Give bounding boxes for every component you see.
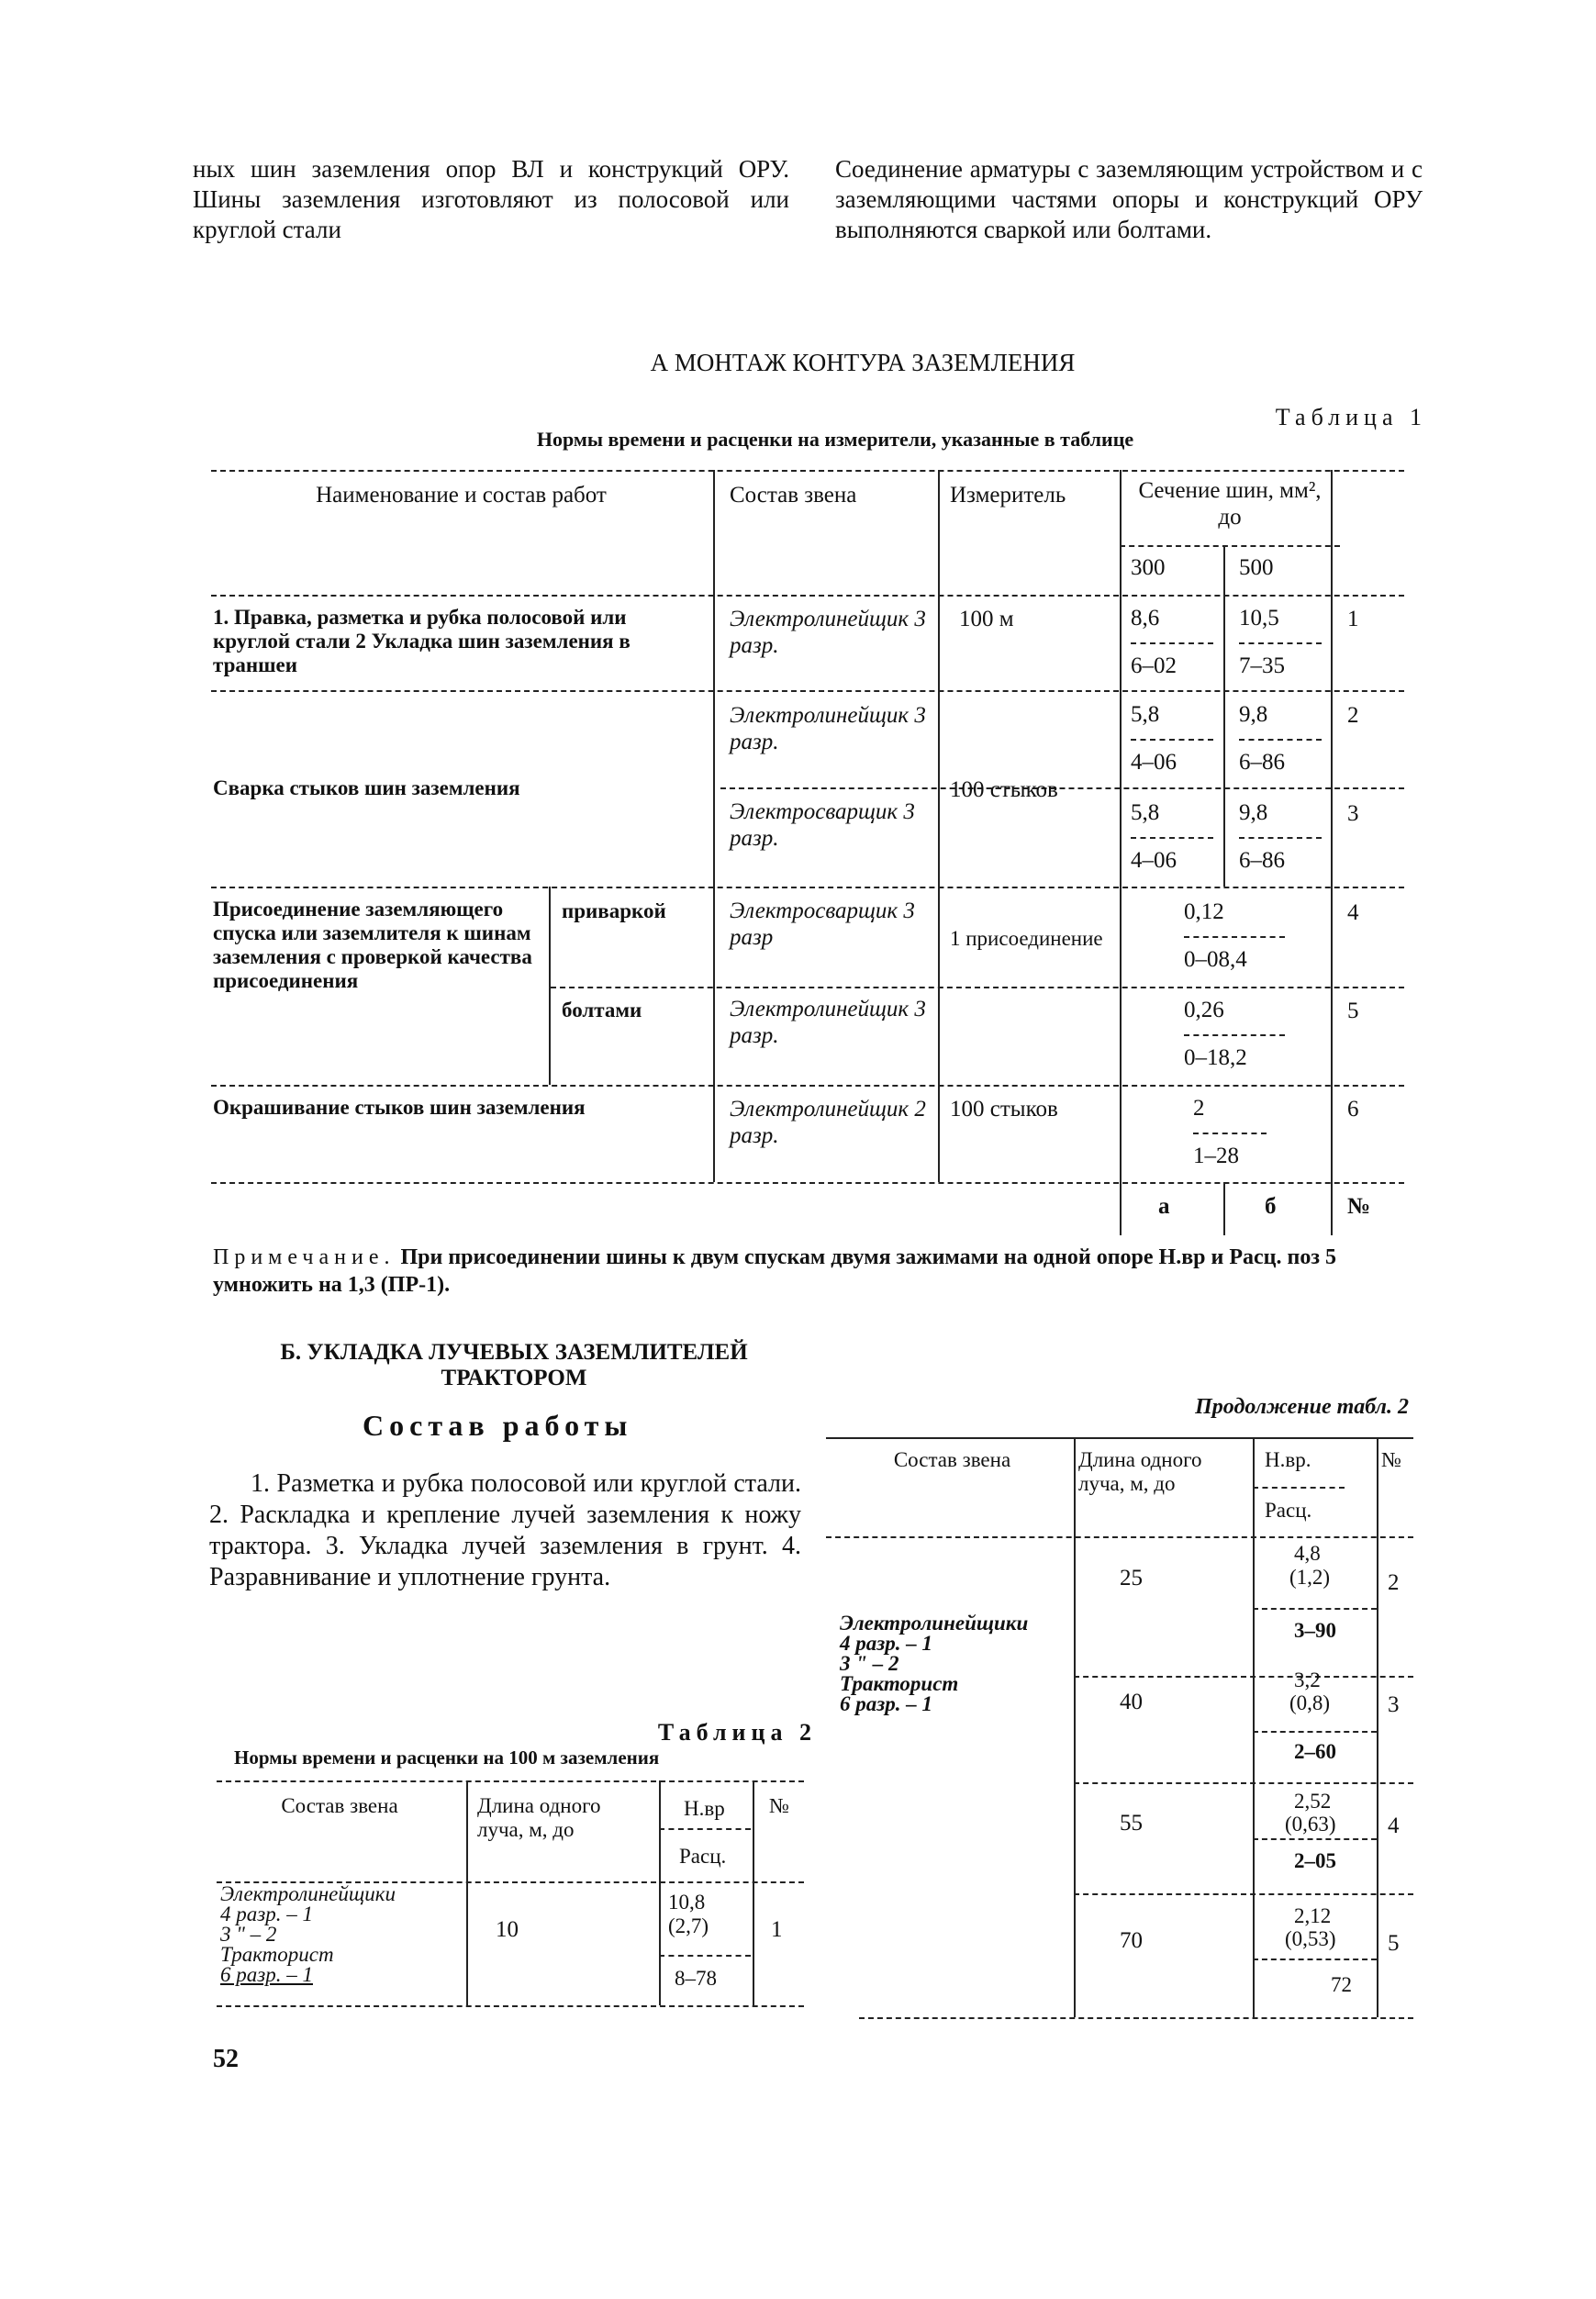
section-b-title-line2: ТРАКТОРОМ — [441, 1366, 587, 1390]
t1-row1-300-norm: 8,6 — [1131, 606, 1160, 631]
t1-row1-crew: Электролинейщик 3 разр. — [730, 607, 926, 658]
t2c-header-rasc: Расц. — [1265, 1499, 1312, 1522]
t2-row1-hvr: 10,8 — [668, 1891, 706, 1914]
t2c-row3-length: 40 — [1120, 1690, 1143, 1714]
t1-row3-500 — [1239, 800, 1322, 874]
section-a-title: А МОНТАЖ КОНТУРА ЗАЗЕМЛЕНИЯ — [650, 349, 1076, 376]
intro-left-text: ных шин заземления опор ВЛ и конструкций ОРУ. Шины заземления изготовляют из полосовой или круглой стали — [193, 155, 789, 243]
t2c-row5-rasc: 72 — [1331, 1973, 1352, 1996]
t1-header-crew: Состав звена — [730, 483, 857, 508]
t2-header-crew: Состав звена — [281, 1794, 398, 1817]
t2c-row4-no: 4 — [1388, 1814, 1400, 1838]
t2c-header-no: № — [1381, 1448, 1401, 1471]
t1-row2-unit: 100 стыков — [950, 777, 1058, 802]
t1-row4-unit: 1 присоединение — [950, 927, 1103, 950]
t1-footer-a: а — [1158, 1194, 1170, 1219]
t1-row5-crew: Электролинейщик 3 разр. — [730, 997, 926, 1048]
work-composition-heading: Состав работы — [363, 1409, 633, 1442]
t1-row2-500 — [1239, 702, 1322, 776]
t1-row2-crew: Электролинейщик 3 разр. — [730, 703, 926, 754]
t1-header-500: 500 — [1239, 555, 1274, 580]
t1-row1-no: 1 — [1347, 607, 1359, 631]
t1-header-300: 300 — [1131, 555, 1166, 580]
t2c-row2-no: 2 — [1388, 1570, 1400, 1595]
t2-crew-line4: Тракторист — [220, 1943, 334, 1966]
t2-crew — [220, 1884, 463, 1985]
t1-row3-500-norm: 9,8 — [1239, 800, 1268, 825]
t1-row3-300-norm: 5,8 — [1131, 800, 1160, 825]
t2-crew-line1: Электролинейщики — [220, 1882, 396, 1905]
t2c-crew-line3: 3 " – 2 — [840, 1652, 899, 1675]
t2-crew-line3: 3 " – 2 — [220, 1923, 277, 1946]
t1-row5-no: 5 — [1347, 999, 1359, 1023]
t1-row1-unit: 100 м — [959, 607, 1014, 631]
t1-row6-norm: 2 — [1193, 1096, 1205, 1121]
t1-row1-300 — [1131, 606, 1213, 679]
t1-row4-rate: 0–08,4 — [1184, 936, 1285, 973]
t1-row1-work: 1. Правка, разметка и рубка полосовой или круглой стали 2 Укладка шин заземления в траншеи — [213, 606, 631, 676]
t1-row1-500-rate: 7–35 — [1239, 642, 1322, 679]
t1-row4-norm: 0,12 — [1184, 899, 1224, 924]
t2c-row3-hvr: 3,2 — [1294, 1668, 1321, 1691]
t2c-row2-length: 25 — [1120, 1566, 1143, 1590]
table1-caption: Нормы времени и расценки на измерители, указанные в таблице — [536, 428, 1134, 451]
t2-header-length: Длина одного луча, м, до — [477, 1794, 601, 1841]
t1-row3-300-rate: 4–06 — [1131, 837, 1213, 874]
t2c-header-length: Длина одного луча, м, до — [1078, 1448, 1202, 1495]
t1-row4-crew: Электросварщик 3 разр — [730, 898, 915, 950]
table1-note — [213, 1244, 1415, 1299]
t2c-row3-rasc: 2–60 — [1294, 1740, 1336, 1763]
t2-row1-length: 10 — [496, 1917, 519, 1942]
t2-row1-hvr2: (2,7) — [668, 1914, 709, 1937]
table2-label: Таблица 2 — [657, 1719, 817, 1746]
t1-header-unit: Измеритель — [950, 483, 1066, 508]
t1-footer-b: б — [1265, 1194, 1277, 1219]
t2c-header-crew: Состав звена — [893, 1448, 1011, 1471]
intro-right-text: Соединение арматуры с заземляющим устройством и с заземляющими частями опоры и конструкций ОРУ выполняются сваркой или болтами. — [835, 155, 1423, 243]
t1-row6-no: 6 — [1347, 1097, 1359, 1122]
t1-row2-300-norm: 5,8 — [1131, 702, 1160, 727]
t2-row1-rasc: 8–78 — [675, 1967, 717, 1990]
t2c-row3-no: 3 — [1388, 1692, 1400, 1717]
t1-row1-500 — [1239, 606, 1322, 679]
t1-row2-500-norm: 9,8 — [1239, 702, 1268, 727]
t2c-row4-hvr2: (0,63) — [1285, 1813, 1336, 1836]
table2-caption: Нормы времени и расценки на 100 м заземления — [234, 1747, 660, 1769]
t1-row4-method: приваркой — [562, 899, 666, 922]
t2-crew-line2: 4 разр. – 1 — [220, 1903, 313, 1925]
t2c-crew-line1: Электролинейщики — [840, 1612, 1029, 1635]
t1-row6-unit: 100 стыков — [950, 1097, 1058, 1122]
t1-row3-crew: Электросварщик 3 разр. — [730, 799, 915, 851]
t1-row1-300-rate: 6–02 — [1131, 642, 1213, 679]
t1-row6-value — [1193, 1096, 1267, 1169]
t1-header-work: Наименование и состав работ — [316, 483, 607, 508]
t1-row5-rate: 0–18,2 — [1184, 1034, 1285, 1071]
t2c-row4-hvr: 2,52 — [1294, 1790, 1332, 1813]
t2c-row4-rasc: 2–05 — [1294, 1849, 1336, 1872]
t2-header-rasc: Расц. — [679, 1845, 727, 1868]
t2-header-no: № — [769, 1794, 789, 1817]
t1-header-section: Сечение шин, мм², до — [1138, 478, 1322, 530]
t1-row5-method: болтами — [562, 999, 642, 1021]
t2c-crew-line4: Тракторист — [840, 1672, 959, 1695]
note-label: Примечание. — [213, 1245, 396, 1269]
t1-row2-300 — [1131, 702, 1213, 776]
t2c-crew-line2: 4 разр. – 1 — [840, 1632, 932, 1655]
t1-row6-work: Окрашивание стыков шин заземления — [213, 1096, 586, 1119]
t1-row1-500-norm: 10,5 — [1239, 606, 1279, 631]
t2c-crew — [840, 1613, 1069, 1714]
t1-row4-value — [1184, 899, 1285, 973]
t2c-row3-hvr2: (0,8) — [1289, 1691, 1331, 1714]
t2c-crew-line5: 6 разр. – 1 — [840, 1692, 932, 1715]
t1-row2-500-rate: 6–86 — [1239, 739, 1322, 776]
t2c-row2-rasc: 3–90 — [1294, 1619, 1336, 1642]
t2c-row5-hvr2: (0,53) — [1285, 1927, 1336, 1950]
t1-row2-300-rate: 4–06 — [1131, 739, 1213, 776]
t1-row2-no: 2 — [1347, 703, 1359, 728]
t1-row6-crew: Электролинейщик 2 разр. — [730, 1097, 926, 1148]
t1-row5-norm: 0,26 — [1184, 998, 1224, 1022]
t2c-row5-hvr: 2,12 — [1294, 1904, 1332, 1927]
t1-row5-value — [1184, 998, 1285, 1071]
t2c-row2-hvr2: (1,2) — [1289, 1566, 1331, 1589]
t2-crew-line5: 6 разр. – 1 — [220, 1963, 313, 1986]
t2c-header-hvr: Н.вр. — [1265, 1448, 1311, 1471]
t2c-row5-no: 5 — [1388, 1931, 1400, 1956]
note-text: При присоединении шины к двум спускам двумя зажимами на одной опоре Н.вр и Расц. поз 5 умножить на 1,3 (ПР-1). — [213, 1245, 1336, 1297]
t1-row2-work: Сварка стыков шин заземления — [213, 776, 520, 799]
t1-row3-no: 3 — [1347, 801, 1359, 826]
t2-header-hvr: Н.вр — [684, 1797, 725, 1820]
t2c-row5-length: 70 — [1120, 1928, 1143, 1953]
table1-label: Таблица 1 — [1275, 404, 1427, 430]
table2-cont-label: Продолжение табл. 2 — [1195, 1395, 1409, 1419]
section-b-title — [248, 1340, 780, 1391]
t1-footer-no: № — [1347, 1194, 1371, 1219]
work-composition-text: 1. Разметка и рубка полосовой или круглой стали. 2. Раскладка и крепление лучей заземления к ножу трактора. 3. Укладка лучей заземления в грунт. 4. Разравнивание и уплотнение грунта. — [209, 1469, 801, 1591]
t1-row4-work: Присоединение заземляющего спуска или заземлителя к шинам заземления с проверкой качества присоединения — [213, 898, 532, 992]
section-b-title-line1: Б. УКЛАДКА ЛУЧЕВЫХ ЗАЗЕМЛИТЕЛЕЙ — [280, 1340, 748, 1365]
t1-row3-500-rate: 6–86 — [1239, 837, 1322, 874]
t2-row1-no: 1 — [771, 1917, 783, 1942]
page-number: 52 — [213, 2045, 239, 2073]
t2c-row4-length: 55 — [1120, 1811, 1143, 1836]
t1-row4-no: 4 — [1347, 900, 1359, 925]
t1-row3-300 — [1131, 800, 1213, 874]
t1-row6-rate: 1–28 — [1193, 1133, 1267, 1169]
t2c-row2-hvr: 4,8 — [1294, 1542, 1321, 1565]
